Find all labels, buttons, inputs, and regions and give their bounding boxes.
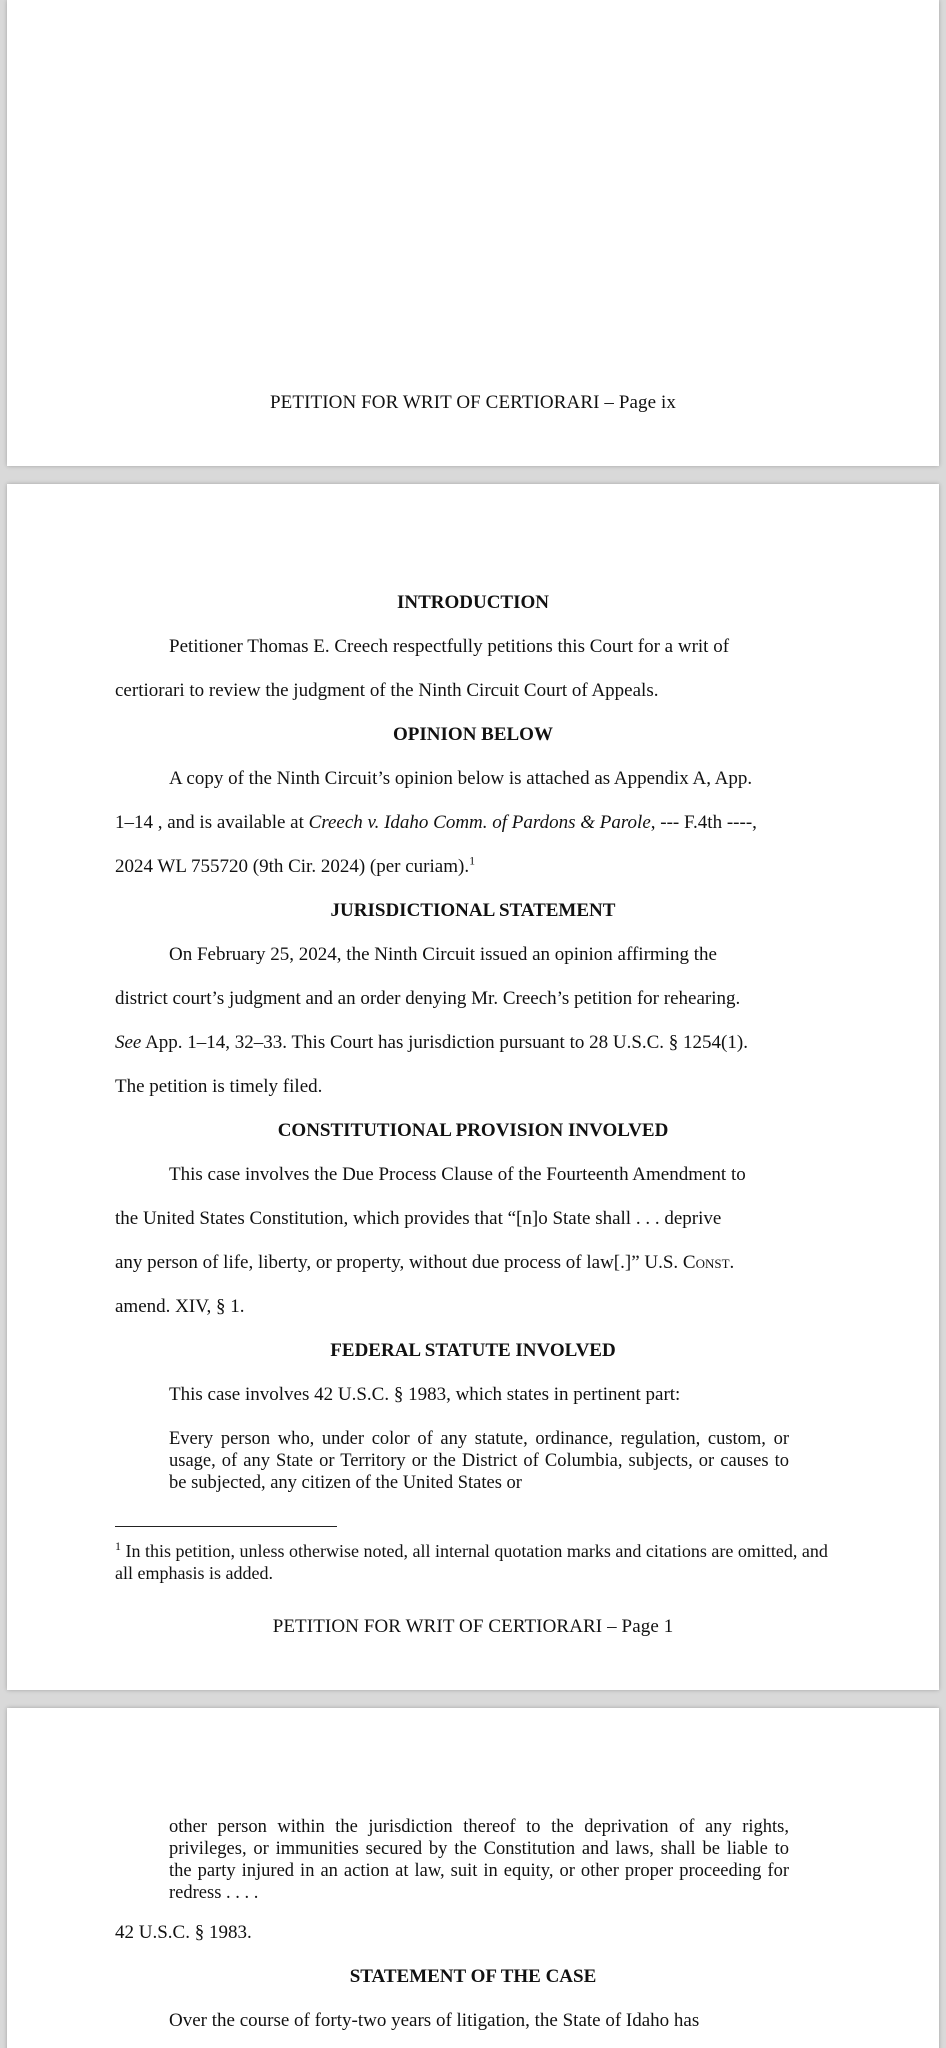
opinion-line-2 xyxy=(115,812,841,834)
heading-opinion-below: OPINION BELOW xyxy=(393,724,553,745)
case-name: Creech v. Idaho Comm. of Pardons & Parole xyxy=(308,812,651,833)
juris-line-3-text: App. 1–14, 32–33. This Court has jurisdiction pursuant to 28 U.S.C. § 1254(1). xyxy=(141,1032,748,1053)
juris-line-3 xyxy=(115,1032,841,1054)
intro-line-2: certiorari to review the judgment of the Ninth Circuit Court of Appeals. xyxy=(115,680,659,701)
const-line-1: This case involves the Due Process Clause of the Fourteenth Amendment to xyxy=(169,1164,746,1185)
footnote-text: In this petition, unless otherwise noted, all internal quotation marks and citations are omitted, and all emphasis is added. xyxy=(115,1541,828,1583)
intro-line-1: Petitioner Thomas E. Creech respectfully petitions this Court for a writ of xyxy=(169,636,730,657)
heading-introduction: INTRODUCTION xyxy=(396,592,550,613)
footnote-1 xyxy=(115,1540,847,1584)
heading-statement-of-case: STATEMENT OF THE CASE xyxy=(349,1966,597,1987)
footnote-separator xyxy=(115,1526,337,1527)
opinion-line-3 xyxy=(115,853,841,878)
opinion-line-1: A copy of the Ninth Circuit’s opinion below is attached as Appendix A, App. xyxy=(169,768,753,789)
page-ix xyxy=(7,0,939,466)
page-2 xyxy=(7,1708,939,2048)
juris-line-2: district court’s judgment and an order denying Mr. Creech’s petition for rehearing. xyxy=(115,988,741,1009)
footnote-marker: 1 xyxy=(115,1539,121,1553)
case-line-1: Over the course of forty-two years of litigation, the State of Idaho has xyxy=(169,2010,700,2031)
opinion-text-b: , --- F.4th ----, xyxy=(650,812,757,833)
heading-constitutional-provision: CONSTITUTIONAL PROVISION INVOLVED xyxy=(277,1120,669,1141)
heading-federal-statute: FEDERAL STATUTE INVOLVED xyxy=(330,1340,616,1361)
const-line-2: the United States Constitution, which provides that “[n]o State shall . . . deprive xyxy=(115,1208,722,1229)
page-footer: PETITION FOR WRIT OF CERTIORARI – Page 1 xyxy=(272,1616,674,1637)
const-line-4: amend. XIV, § 1. xyxy=(115,1296,245,1317)
const-line-3 xyxy=(115,1252,841,1274)
const-abbrev: Const xyxy=(682,1252,730,1273)
juris-line-1: On February 25, 2024, the Ninth Circuit issued an opinion affirming the xyxy=(169,944,717,965)
opinion-text-a: 1–14 , and is available at xyxy=(115,812,309,833)
see-signal: See xyxy=(115,1032,142,1053)
const-line-3-text: any person of life, liberty, or property, without due process of law[.]” U.S. xyxy=(115,1252,683,1273)
opinion-citation: 2024 WL 755720 (9th Cir. 2024) (per curiam). xyxy=(115,856,470,877)
statute-line-1: This case involves 42 U.S.C. § 1983, which states in pertinent part: xyxy=(169,1384,681,1405)
block-quote-part-2: other person within the jurisdiction thereof to the deprivation of any rights, privileges, or immunities secured by the Constitution and laws, shall be liable to the party injured in an action at law, suit in equity, or other proper proceeding for redress . . . . xyxy=(169,1817,789,1903)
page-footer: PETITION FOR WRIT OF CERTIORARI – Page ix xyxy=(269,392,676,413)
const-line-3-end: . xyxy=(729,1252,735,1273)
page-1 xyxy=(7,484,939,1690)
heading-jurisdictional-statement: JURISDICTIONAL STATEMENT xyxy=(330,900,616,921)
footnote-ref[interactable]: 1 xyxy=(469,853,476,868)
statute-citation: 42 U.S.C. § 1983. xyxy=(115,1922,252,1943)
juris-line-4: The petition is timely filed. xyxy=(115,1076,323,1097)
block-quote-part-1: Every person who, under color of any statute, ordinance, regulation, custom, or usage, of any State or Territory or the District of Columbia, subjects, or causes to be subjected, any citizen of the United States or xyxy=(169,1429,789,1493)
